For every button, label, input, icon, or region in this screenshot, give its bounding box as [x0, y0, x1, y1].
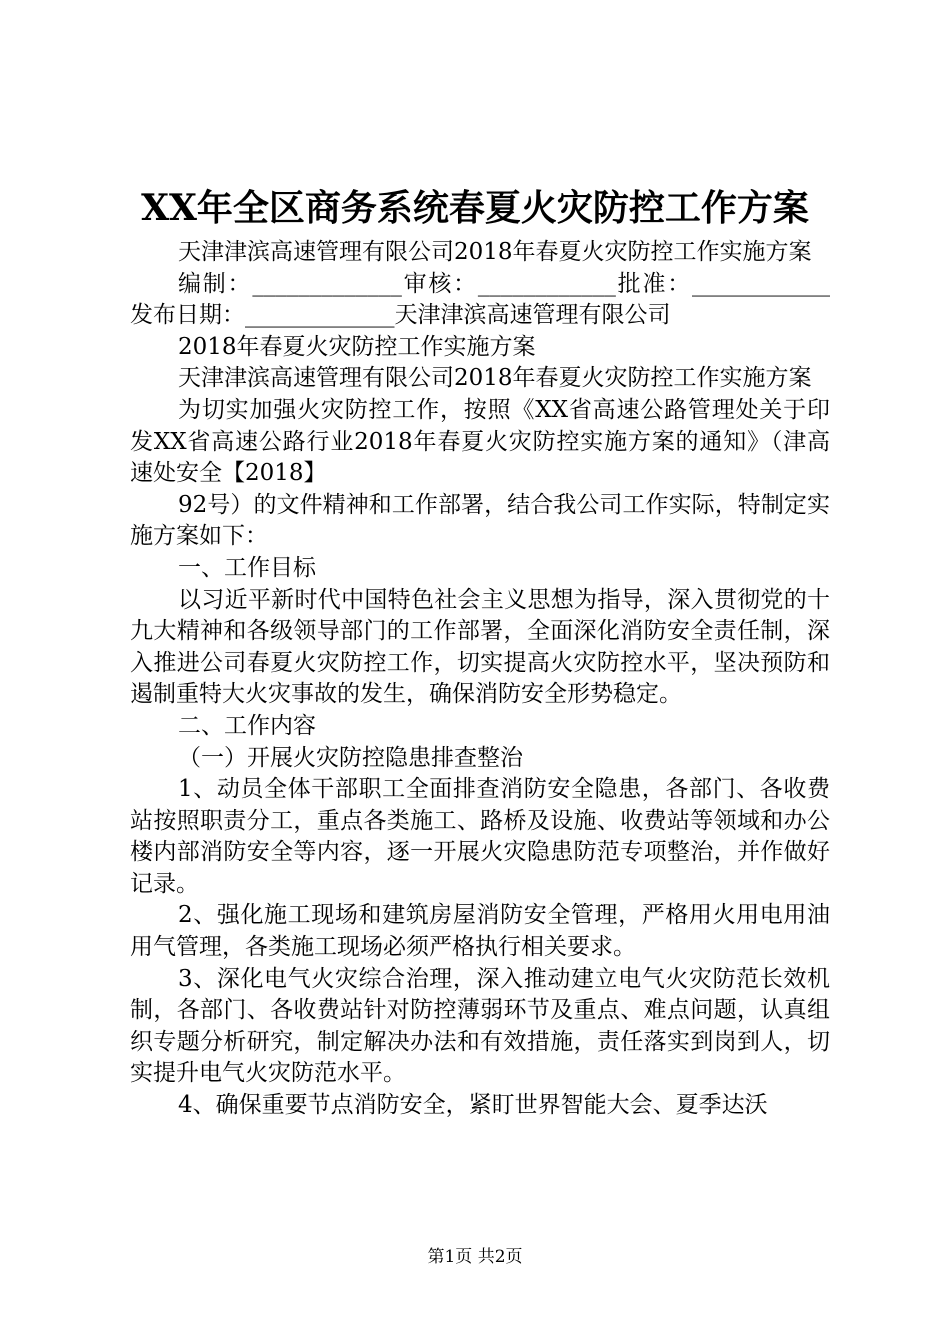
- paragraph-plan-name: 2018年春夏火灾防控工作实施方案: [178, 333, 536, 360]
- paragraph-subtitle: 天津津滨高速管理有限公司2018年春夏火灾防控工作实施方案: [178, 239, 812, 265]
- section-heading-goals: 一、工作目标: [178, 554, 316, 581]
- section-heading-content: 二、工作内容: [178, 712, 316, 739]
- list-item-3: 3、深化电气火灾综合治理，深入推动建立电气火灾防范长效机制，各部门、各收费站针对防控薄弱环节及重点、难点问题，认真组织专题分析研究，制定解决办法和有效措施，责任落实到岗到人，切实提升电气火灾防范水平。: [130, 965, 830, 1087]
- paragraph-intro: 为切实加强火灾防控工作，按照《XX省高速公路管理处关于印发XX省高速公路行业2018年春夏火灾防控实施方案的通知》（津高速处安全【2018】: [130, 396, 830, 487]
- paragraph-goals: 以习近平新时代中国特色社会主义思想为指导，深入贯彻党的十九大精神和各级领导部门的工作部署，全面深化消防安全责任制，深入推进公司春夏火灾防控工作，切实提高火灾防控水平，坚决预防和遏制重特大火灾事故的发生，确保消防安全形势稳定。: [130, 586, 830, 708]
- subsection-heading-inspection: （一）开展火灾防控隐患排查整治: [178, 744, 523, 771]
- paragraph-intro-continued: 92号）的文件精神和工作部署，结合我公司工作实际，特制定实施方案如下：: [130, 491, 830, 550]
- document-body: [130, 237, 830, 1122]
- list-item-2: 2、强化施工现场和建筑房屋消防安全管理，严格用火用电用油用气管理，各类施工现场必须严格执行相关要求。: [130, 902, 830, 961]
- paragraph-signoff-line: 编制：_____________审核：____________批准：____________发布日期：_____________天津津滨高速管理有限公司: [130, 270, 830, 329]
- list-item-4: 4、确保重要节点消防安全，紧盯世界智能大会、夏季达沃: [178, 1092, 768, 1119]
- paragraph-subtitle-repeat: 天津津滨高速管理有限公司2018年春夏火灾防控工作实施方案: [178, 365, 812, 392]
- list-item-1: 1、动员全体干部职工全面排查消防安全隐患，各部门、各收费站按照职责分工，重点各类施工、路桥及设施、收费站等领域和办公楼内部消防安全等内容，逐一开展火灾隐患防范专项整治，并作做好记录。: [130, 776, 830, 897]
- document-title: XX年全区商务系统春夏火灾防控工作方案: [141, 187, 809, 229]
- page-number-footer: 第1页 共2页: [427, 1247, 523, 1267]
